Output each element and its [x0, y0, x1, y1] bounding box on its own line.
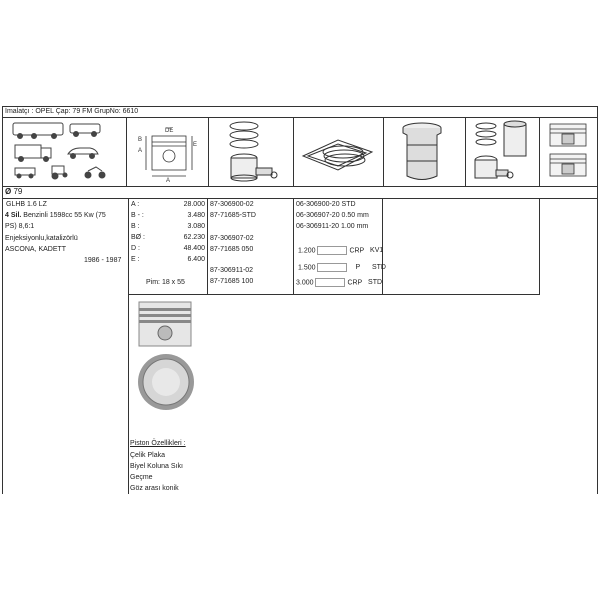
liner-icon [398, 121, 448, 183]
piston-drawing-icon [136, 122, 202, 182]
piston-kit-icon [472, 120, 534, 184]
piston-top-image [136, 352, 196, 412]
divider [539, 198, 540, 294]
dim-label-d: D : [131, 245, 140, 252]
left-border [2, 106, 3, 494]
ring-code: STD [368, 279, 383, 287]
svg-text:B: B [138, 137, 143, 143]
icon-row-bottom-border [2, 186, 598, 187]
piston-rings-icon [222, 120, 282, 184]
ring-part: 06-306900-20 STD [296, 201, 356, 208]
ring-code: KV1 [370, 247, 384, 255]
feature-item: Çelik Plaka [130, 452, 166, 459]
pin-size: Pim: 18 x 55 [146, 279, 185, 286]
ring-profile-icon [315, 278, 345, 287]
dim-value-a: 28.000 [183, 201, 205, 208]
divider [126, 117, 127, 186]
piston-part: 87-306907-02 [210, 235, 254, 242]
dim-label-b: B : [131, 223, 140, 230]
dim-label-b-minus: B - : [131, 212, 144, 219]
feature-item: Geçme [130, 474, 153, 481]
divider [128, 198, 129, 494]
divider [293, 117, 294, 186]
ring-type-row [296, 278, 382, 287]
ring-type-row [298, 246, 383, 255]
divider [207, 198, 208, 294]
divider [465, 117, 466, 186]
diameter-number: 79 [13, 187, 23, 196]
ring-kind: P [355, 264, 360, 272]
ring-type-row [298, 263, 386, 272]
feature-item: Biyel Koluna Sıkı [130, 463, 183, 470]
header-bottom-border [2, 117, 598, 118]
ring-size: 3.000 [296, 279, 314, 287]
features-title: Piston Özellikleri : [130, 440, 186, 447]
svg-text:A: A [138, 148, 143, 154]
engine-years: 1986 - 1987 [84, 257, 122, 264]
ring-part: 06-306907-20 0.50 mm [296, 212, 369, 219]
cylinder-count: 4 Sil. [5, 212, 22, 219]
piston-side-image [137, 300, 193, 348]
diameter-symbol: Ø [5, 187, 12, 196]
engine-desc2: PS) 8,6:1 [5, 223, 35, 230]
dim-value-e: 6.400 [187, 256, 205, 263]
engine-code: GLHB 1.6 LZ [6, 201, 47, 208]
divider [383, 117, 384, 186]
diameter-value [5, 187, 22, 196]
ring-profile-icon [317, 246, 347, 255]
divider [293, 198, 294, 294]
dim-value-d: 48.400 [183, 245, 205, 252]
piston-part: 87-71685 050 [210, 246, 254, 253]
header-text: İmalatçı : OPEL Çap: 79 FM GrupNo: 6610 [5, 108, 139, 115]
piston-part: 87-71685-STD [210, 212, 256, 219]
vehicles-icon [10, 121, 120, 183]
ring-code: STD [371, 264, 386, 272]
top-border [2, 106, 598, 107]
dim-label-e: E : [131, 256, 140, 263]
right-border [597, 106, 598, 494]
divider [208, 117, 209, 186]
dim-label-a: A : [131, 201, 140, 208]
ring-set-icon [298, 126, 378, 176]
piston-part: 87-306911-02 [210, 267, 254, 274]
piston-part: 87-306900-02 [210, 201, 254, 208]
svg-text:A: A [166, 178, 171, 182]
engine-desc1-text: Benzinli 1598cc 55 Kw (75 [23, 212, 106, 219]
svg-text:DE: DE [165, 128, 174, 134]
engine-desc3: Enjeksiyonlu,katalizörlü [5, 235, 78, 242]
ring-part: 06-306911-20 1.00 mm [296, 223, 369, 230]
feature-item: Göz arası konik [130, 485, 179, 492]
svg-text:E: E [193, 142, 198, 148]
cross-section-icon [544, 120, 594, 184]
dim-value-b-diameter: 62.230 [183, 234, 205, 241]
engine-models: ASCONA, KADETT [5, 246, 67, 253]
dim-value-b: 3.080 [187, 223, 205, 230]
data-row-border [128, 294, 540, 295]
dim-label-b-diameter: BØ : [131, 234, 146, 241]
ring-size: 1.500 [298, 264, 316, 272]
ring-kind: CRP [347, 279, 363, 287]
engine-desc1 [5, 212, 106, 219]
divider [539, 117, 540, 186]
diameter-row-border [2, 198, 598, 199]
dim-value-b-minus: 3.480 [187, 212, 205, 219]
ring-size: 1.200 [298, 247, 316, 255]
ring-profile-icon [317, 263, 347, 272]
ring-kind: CRP [349, 247, 365, 255]
piston-part: 87-71685 100 [210, 278, 254, 285]
